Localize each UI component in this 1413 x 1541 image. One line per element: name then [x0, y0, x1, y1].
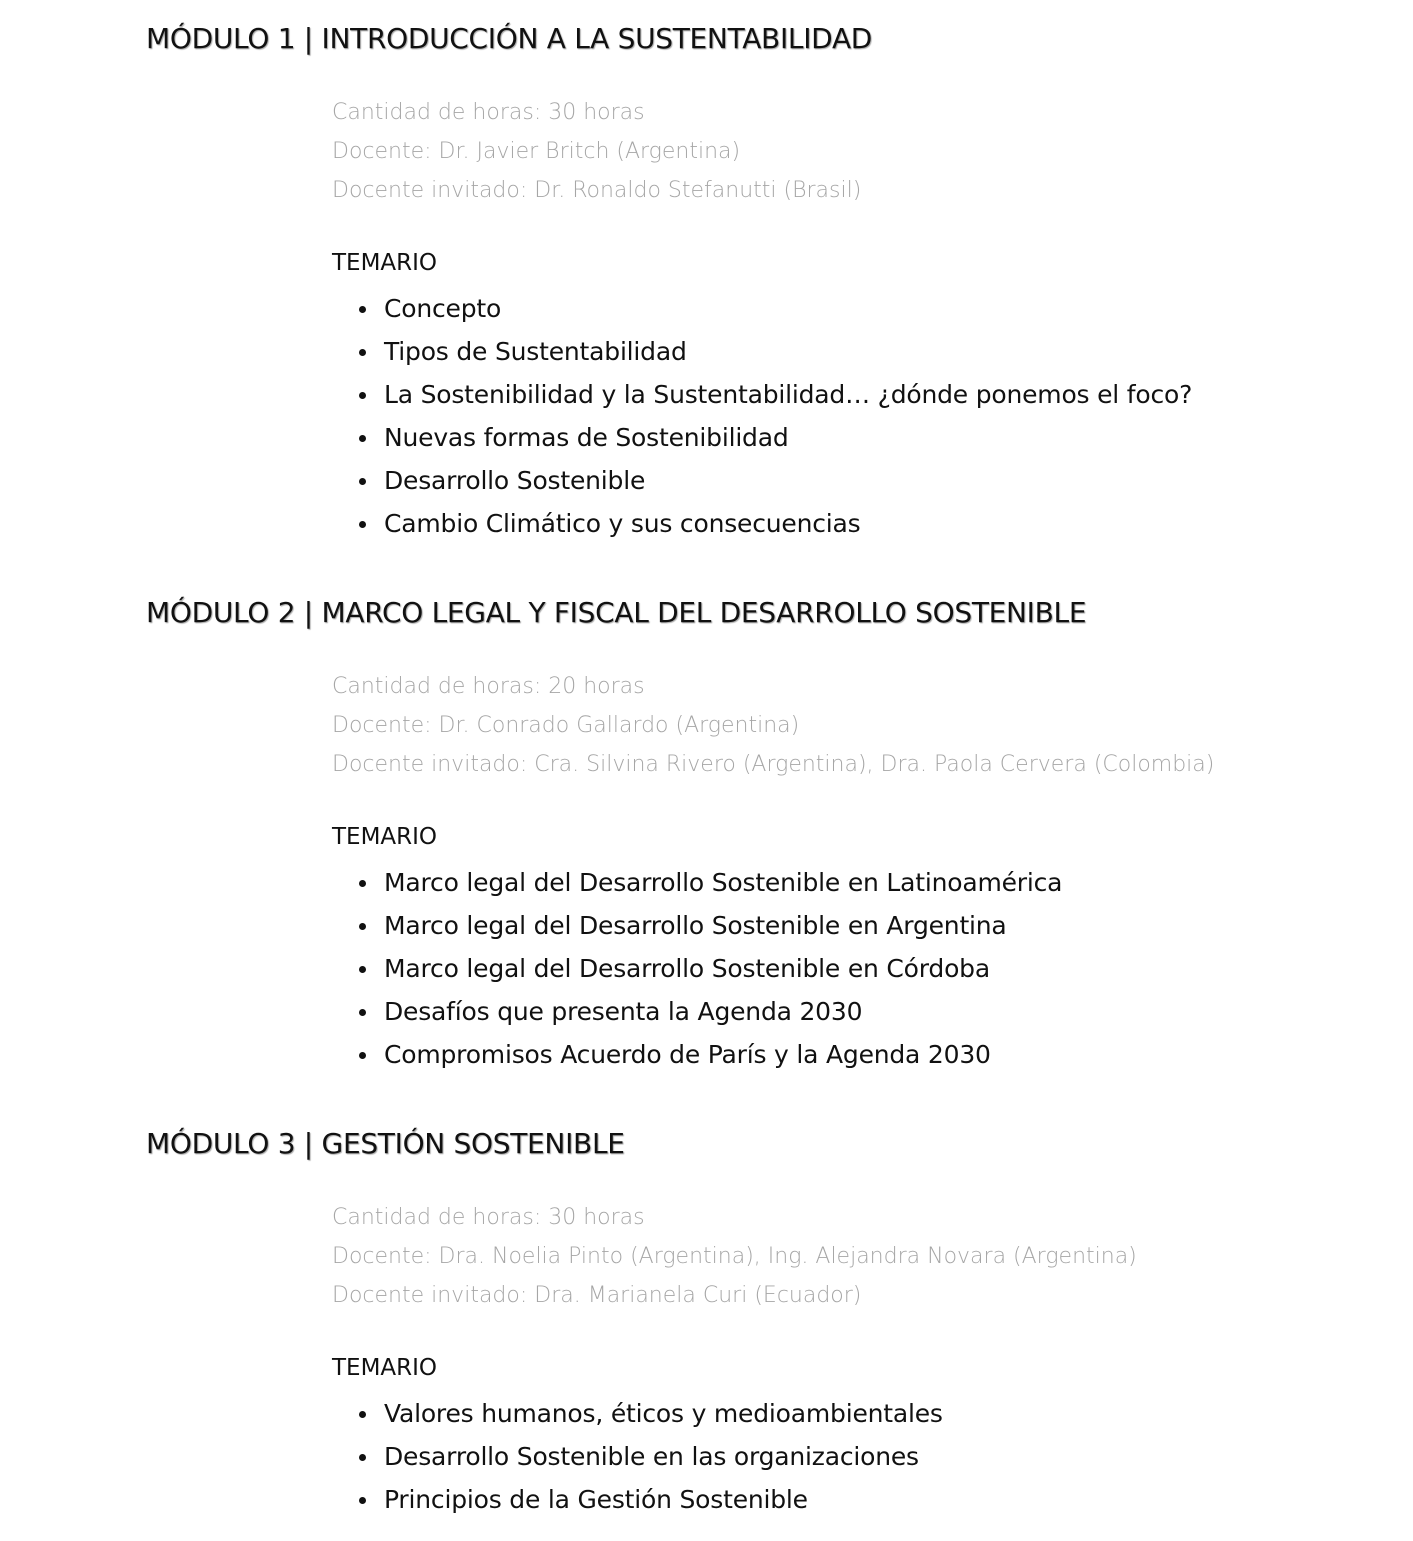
bullet-icon	[359, 478, 366, 485]
list-item	[384, 459, 1192, 502]
list-item	[384, 1435, 943, 1478]
topic-text: Marco legal del Desarrollo Sostenible en Argentina	[384, 911, 1007, 940]
list-item	[384, 947, 1062, 990]
module-2-temario-label: TEMARIO	[332, 824, 438, 850]
list-item	[384, 373, 1192, 416]
topic-text: Concepto	[384, 294, 502, 323]
module-3-temario-label: TEMARIO	[332, 1355, 438, 1381]
topic-text: Cambio Climático y sus consecuencias	[384, 509, 861, 538]
module-1-hours: Cantidad de horas: 30 horas	[332, 100, 645, 125]
list-item	[384, 330, 1192, 373]
bullet-icon	[359, 1009, 366, 1016]
bullet-icon	[359, 349, 366, 356]
topic-text: Desarrollo Sostenible en las organizaciones	[384, 1442, 919, 1471]
list-item	[384, 287, 1192, 330]
list-item	[384, 416, 1192, 459]
module-3-hours: Cantidad de horas: 30 horas	[332, 1205, 645, 1230]
topic-text: Valores humanos, éticos y medioambientales	[384, 1399, 943, 1428]
topic-text: Marco legal del Desarrollo Sostenible en Córdoba	[384, 954, 990, 983]
module-1-guest-teacher: Docente invitado: Dr. Ronaldo Stefanutti (Brasil)	[332, 178, 862, 203]
module-3-teacher: Docente: Dra. Noelia Pinto (Argentina), Ing. Alejandra Novara (Argentina)	[332, 1244, 1137, 1269]
topic-text: La Sostenibilidad y la Sustentabilidad… ¿dónde ponemos el foco?	[384, 380, 1193, 409]
module-1-teacher: Docente: Dr. Javier Britch (Argentina)	[332, 139, 741, 164]
topic-text: Desafíos que presenta la Agenda 2030	[384, 997, 863, 1026]
list-item	[384, 990, 1062, 1033]
bullet-icon	[359, 1454, 366, 1461]
bullet-icon	[359, 306, 366, 313]
bullet-icon	[359, 435, 366, 442]
bullet-icon	[359, 521, 366, 528]
module-2-title: MÓDULO 2 | MARCO LEGAL Y FISCAL DEL DESARROLLO SOSTENIBLE	[146, 596, 1087, 629]
bullet-icon	[359, 1052, 366, 1059]
module-3-topic-list	[384, 1392, 943, 1521]
module-1-title: MÓDULO 1 | INTRODUCCIÓN A LA SUSTENTABILIDAD	[146, 22, 873, 55]
module-1-topic-list	[384, 287, 1192, 545]
topic-text: Principios de la Gestión Sostenible	[384, 1485, 808, 1514]
module-1-temario-label: TEMARIO	[332, 250, 438, 276]
bullet-icon	[359, 880, 366, 887]
list-item	[384, 1392, 943, 1435]
topic-text: Marco legal del Desarrollo Sostenible en Latinoamérica	[384, 868, 1063, 897]
topic-text: Desarrollo Sostenible	[384, 466, 646, 495]
module-2-guest-teacher: Docente invitado: Cra. Silvina Rivero (Argentina), Dra. Paola Cervera (Colombia)	[332, 752, 1215, 777]
module-2-topic-list	[384, 861, 1062, 1076]
bullet-icon	[359, 966, 366, 973]
bullet-icon	[359, 923, 366, 930]
bullet-icon	[359, 392, 366, 399]
module-3-guest-teacher: Docente invitado: Dra. Marianela Curi (Ecuador)	[332, 1283, 862, 1308]
topic-text: Tipos de Sustentabilidad	[384, 337, 687, 366]
list-item	[384, 1478, 943, 1521]
module-2-info	[332, 667, 1214, 784]
topic-text: Nuevas formas de Sostenibilidad	[384, 423, 789, 452]
module-3-title: MÓDULO 3 | GESTIÓN SOSTENIBLE	[146, 1127, 625, 1160]
module-2-hours: Cantidad de horas: 20 horas	[332, 674, 645, 699]
module-3-info	[332, 1198, 1137, 1315]
bullet-icon	[359, 1497, 366, 1504]
module-2-teacher: Docente: Dr. Conrado Gallardo (Argentina)	[332, 713, 800, 738]
list-item	[384, 502, 1192, 545]
list-item	[384, 861, 1062, 904]
bullet-icon	[359, 1411, 366, 1418]
list-item	[384, 1033, 1062, 1076]
list-item	[384, 904, 1062, 947]
topic-text: Compromisos Acuerdo de París y la Agenda 2030	[384, 1040, 991, 1069]
module-1-info	[332, 93, 861, 210]
